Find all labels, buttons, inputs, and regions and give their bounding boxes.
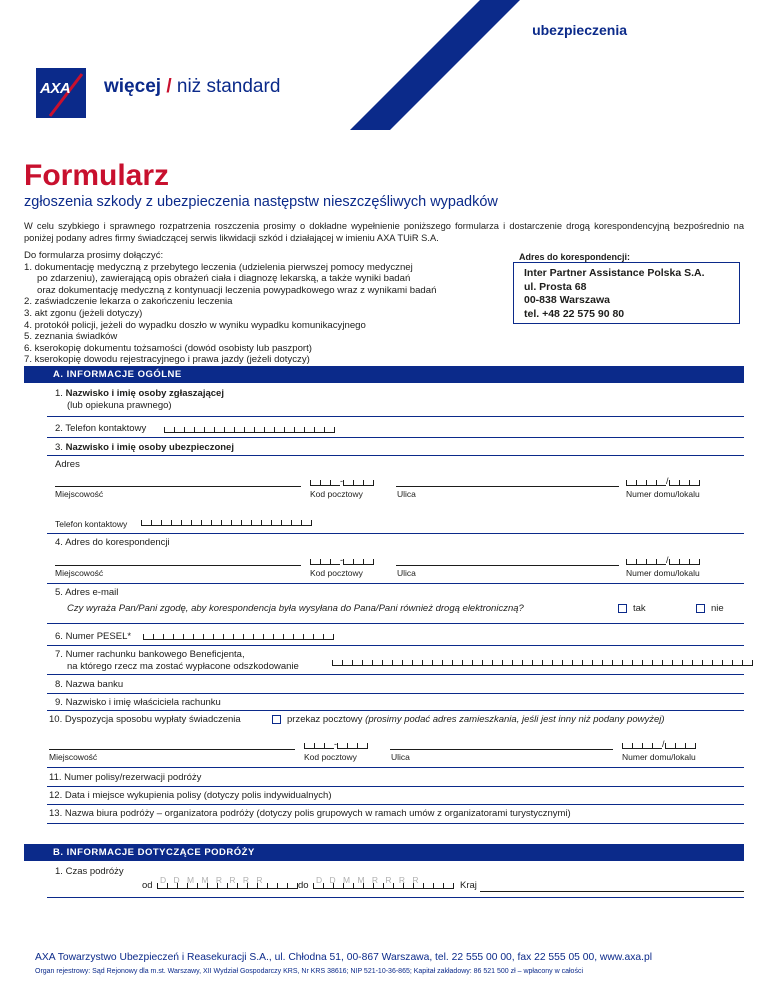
separator [47, 455, 744, 456]
corr-city-input[interactable] [55, 565, 301, 566]
separator [47, 823, 744, 824]
separator [47, 437, 744, 438]
attach-item: 3. akt zgonu (jeżeli dotyczy) [24, 307, 143, 319]
city-input[interactable] [55, 486, 301, 487]
slogan-slash: / [166, 76, 172, 97]
field-12-label: Data i miejsce wykupienia polisy (dotyczy polis indywidualnych) [64, 790, 332, 801]
payout-street-input[interactable] [390, 749, 613, 750]
field-4-label: Adres do korespondencji [65, 537, 170, 548]
street-caption: Ulica [397, 489, 416, 499]
attach-item: 2. zaświadczenie lekarza o zakończeniu leczenia [24, 296, 233, 308]
footer-registry: Organ rejestrowy: Sąd Rejonowy dla m.st. Warszawy, XII Wydział Gospodarczy KRS, Nr KRS 38616; NIP 521-10-36-865; Kapitał zakładowy: 86 521 500 zł – wpłacony w całości [35, 968, 583, 975]
pesel-input[interactable] [143, 634, 334, 640]
phone-input[interactable] [164, 427, 335, 433]
street-caption: Ulica [397, 568, 416, 578]
field-2-label: Telefon kontaktowy [65, 423, 147, 434]
field-7-label: Numer rachunku bankowego Beneficjenta, [65, 649, 245, 660]
country-label: Kraj [460, 880, 477, 891]
date-to-hint: D D M M R R R R [316, 875, 422, 885]
section-a-header: A. INFORMACJE OGÓLNE [24, 366, 744, 383]
city-caption: Miejscowość [55, 568, 104, 578]
field-13-label: Nazwa biura podróży – organizatora podróży (dotyczy polis grupowych w ramach umów z organizatorami turystycznymi) [64, 808, 571, 819]
separator [47, 804, 744, 805]
attach-item: 6. kserokopię dokumentu tożsamości (dowód osobisty lub paszport) [24, 342, 312, 354]
checkbox-yes[interactable] [618, 604, 627, 613]
field-3: 3. Nazwisko i imię osoby ubezpieczonej [55, 442, 234, 453]
separator [47, 786, 744, 787]
separator [47, 533, 744, 534]
number-caption: Numer domu/lokalu [626, 489, 700, 499]
field-5-label: Adres e-mail [65, 587, 119, 598]
separator [47, 693, 744, 694]
field-1-sub: (lub opiekuna prawnego) [67, 400, 172, 411]
attach-item: 4. protokół policji, jeżeli do wypadku doszło w wyniku wypadku komunikacyjnego [24, 319, 366, 331]
section-b-header: B. INFORMACJE DOTYCZĄCE PODRÓŻY [24, 844, 744, 861]
separator [47, 674, 744, 675]
separator [47, 623, 744, 624]
correspondence-box [513, 262, 740, 324]
corr-street-input[interactable] [396, 565, 619, 566]
checkbox-postal-order[interactable] [272, 715, 281, 724]
bank-account-input[interactable] [332, 660, 753, 666]
consent-yes[interactable]: tak [618, 603, 646, 615]
address-label: Adres [55, 459, 80, 470]
brand-tag: ubezpieczenia [532, 22, 627, 38]
date-to-label: do [298, 880, 309, 891]
slogan [104, 76, 280, 98]
footer-company: AXA Towarzystwo Ubezpieczeń i Reasekuracji S.A., ul. Chłodna 51, 00-867 Warszawa, tel. 22 555 00 00, fax 22 555 05 00, www.axa.pl [35, 952, 653, 963]
insured-phone-input[interactable] [141, 520, 312, 526]
slogan-bold: więcej [104, 76, 162, 97]
number-caption: Numer domu/lokalu [626, 568, 700, 578]
correspondence-company: Inter Partner Assistance Polska S.A. [524, 267, 705, 279]
attach-item: 5. zeznania świadków [24, 331, 118, 343]
attach-item: 1. dokumentację medyczną z przebytego leczenia (udzielenia pierwszej pomocy medycznej [24, 261, 413, 273]
correspondence-city: 00-838 Warszawa [524, 294, 610, 306]
street-caption: Ulica [391, 752, 410, 762]
payout-postal-input[interactable]: - [304, 743, 368, 749]
field-11-label: Numer polisy/rezerwacji podróży [64, 772, 202, 783]
intro-text: W celu szybkiego i sprawnego rozpatrzenia roszczenia prosimy o dokładne wypełnienie poniższego formularza i dostarczenie drogą korespondencyjną bezpośrednio na poniżej podany adres firmy świadczącej serwis likwidacji szkód i działającej w imieniu AXA TUiR S.A. [24, 221, 744, 243]
field-4: 4. Adres do korespondencji [55, 537, 170, 548]
page-subtitle: zgłoszenia szkody z ubezpieczenia następstw nieszczęśliwych wypadków [24, 194, 498, 210]
field-7: 7. Numer rachunku bankowego Beneficjenta, na którego rzecz ma zostać wypłacone odszkodowanie [55, 649, 299, 672]
travel-field-1: 1. Czas podróży [55, 866, 124, 877]
postal-code-input[interactable]: - [310, 480, 374, 486]
postal-caption: Kod pocztowy [304, 752, 357, 762]
attach-item: po zdarzeniu), zawierającą opis obrażeń ciała i diagnozę lekarską, a także wyniki badań [37, 273, 411, 285]
field-1-label: Nazwisko i imię osoby zgłaszającej [65, 388, 224, 399]
field-8: 8. Nazwa banku [55, 679, 124, 690]
postal-caption: Kod pocztowy [310, 489, 363, 499]
field-7-label-2: na którego rzecz ma zostać wypłacone odszkodowanie [67, 661, 299, 672]
field-6: 6. Numer PESEL* [55, 631, 132, 642]
field-12: 12. Data i miejsce wykupienia polisy (dotyczy polis indywidualnych) [49, 790, 332, 801]
contact-phone-label: Telefon kontaktowy [55, 519, 128, 529]
attachments-heading: Do formularza prosimy dołączyć: [24, 250, 164, 261]
field-10: 10. Dyspozycja sposobu wypłaty świadczenia [49, 714, 241, 725]
attachments-block [24, 250, 494, 366]
field-13: 13. Nazwa biura podróży – organizatora podróży (dotyczy polis grupowych w ramach umów z organizatorami turystycznymi) [49, 808, 571, 819]
correspondence-street: ul. Prosta 68 [524, 280, 587, 293]
city-caption: Miejscowość [55, 489, 104, 499]
field-3-label: Nazwisko i imię osoby ubezpieczonej [65, 442, 234, 453]
payout-city-input[interactable] [49, 749, 295, 750]
header-diagonal-stripe [0, 0, 768, 130]
corr-number-input[interactable]: / [626, 559, 700, 565]
checkbox-no[interactable] [696, 604, 705, 613]
field-10-label: Dyspozycja sposobu wypłaty świadczenia [64, 714, 241, 725]
postal-caption: Kod pocztowy [310, 568, 363, 578]
travel-time-label: Czas podróży [65, 866, 124, 877]
attach-item: oraz dokumentację medyczną z kontynuacji leczenia powypadkowego wraz z wynikami badań [37, 284, 437, 296]
corr-postal-input[interactable]: - [310, 559, 374, 565]
field-9: 9. Nazwisko i imię właściciela rachunku [55, 697, 221, 708]
separator [47, 897, 744, 898]
date-from-hint: D D M M R R R R [160, 875, 266, 885]
separator [47, 767, 744, 768]
slogan-rest: niż standard [176, 76, 281, 97]
correspondence-label: Adres do korespondencji: [519, 252, 631, 262]
consent-no[interactable]: nie [696, 603, 724, 615]
city-caption: Miejscowość [49, 752, 98, 762]
field-9-label: Nazwisko i imię właściciela rachunku [65, 697, 221, 708]
field-11: 11. Numer polisy/rezerwacji podróży [49, 772, 202, 783]
field-6-label: Numer PESEL* [65, 631, 132, 642]
postal-order-option[interactable]: przekaz pocztowy (prosimy podać adres zamieszkania, jeśli jest inny niż podany powyżej) [272, 714, 665, 726]
correspondence-phone: tel. +48 22 575 90 80 [524, 307, 625, 320]
email-consent-question: Czy wyraża Pan/Pani zgodę, aby korespondencja była wysyłana do Pana/Pani również drogą elektroniczną? [67, 603, 524, 614]
field-2: 2. Telefon kontaktowy [55, 423, 147, 434]
attach-item: 7. kserokopię dowodu rejestracyjnego i prawa jazdy (jeżeli dotyczy) [24, 354, 310, 366]
house-number-input[interactable]: / [626, 480, 700, 486]
field-8-label: Nazwa banku [65, 679, 124, 690]
separator [47, 416, 744, 417]
separator [47, 583, 744, 584]
separator [47, 645, 744, 646]
axa-logo [36, 68, 86, 118]
field-5: 5. Adres e-mail [55, 587, 119, 598]
page-title: Formularz [24, 159, 170, 192]
street-input[interactable] [396, 486, 619, 487]
country-input[interactable] [480, 891, 744, 892]
axa-logo-text: AXA [40, 80, 71, 97]
field-1: 1. Nazwisko i imię osoby zgłaszającej (lub opiekuna prawnego) [55, 388, 224, 411]
separator [47, 710, 744, 711]
date-from-label: od [142, 880, 153, 891]
payout-number-input[interactable]: / [622, 743, 696, 749]
number-caption: Numer domu/lokalu [622, 752, 696, 762]
